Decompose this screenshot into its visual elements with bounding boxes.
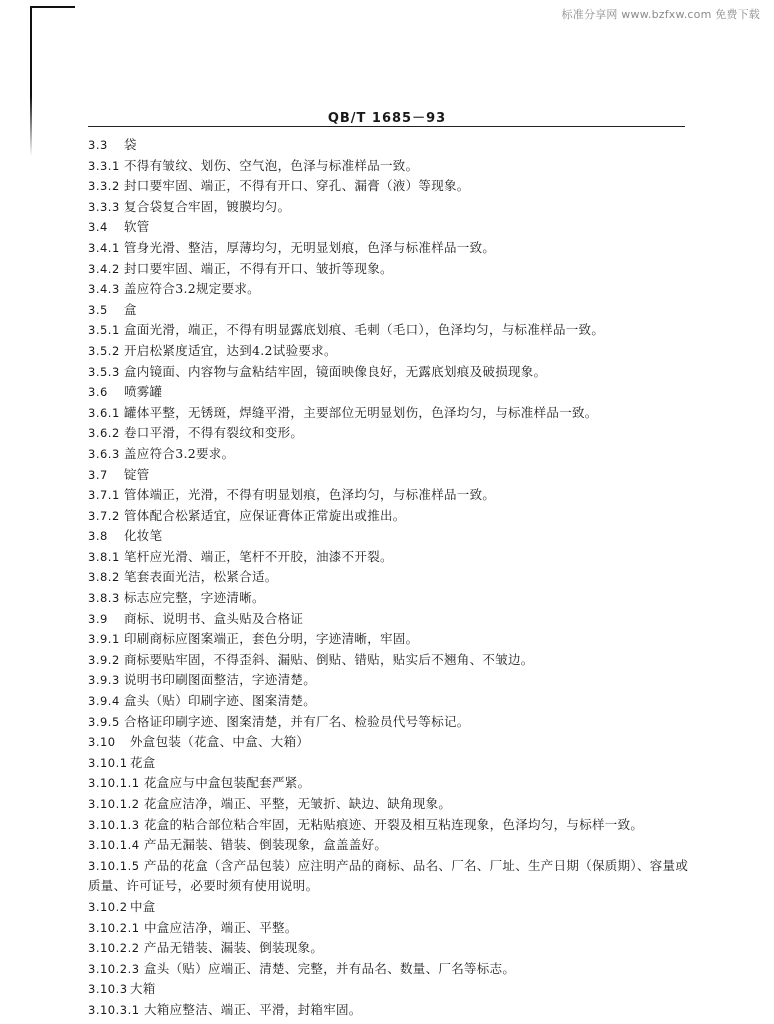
clause-text: 大箱应整洁、端正、平滑，封箱牢固。 (144, 1001, 362, 1017)
clause-number: 3.10.2 (88, 899, 128, 914)
clause-text: 罐体平整，无锈斑，焊缝平滑，主要部位无明显划伤，色泽均匀，与标准样品一致。 (124, 404, 598, 420)
clause-text: 笔杆应光滑、端正，笔杆不开胶，油漆不开裂。 (124, 548, 393, 564)
clause-number: 3.4.2 (88, 261, 120, 276)
clause-number: 3.8.3 (88, 591, 120, 606)
clause-number: 3.6 (88, 385, 108, 400)
clause-text: 盒头（贴）应端正、清楚、完整，并有品名、数量、厂名等标志。 (144, 960, 516, 976)
clause-number: 3.6.1 (88, 405, 120, 420)
clause-3-10-1-3 (88, 815, 728, 836)
clause-3-6-3 (88, 444, 728, 465)
clause-3-7-1 (88, 485, 728, 506)
clause-number: 3.5.1 (88, 323, 120, 338)
clause-number: 3.7.2 (88, 508, 120, 523)
clause-text: 盒内镜面、内容物与盒粘结牢固，镜面映像良好，无露底划痕及破损现象。 (124, 363, 547, 379)
clause-text: 产品的花盒（含产品包装）应注明产品的商标、品名、厂名、厂址、生产日期（保质期）、容量或 (144, 857, 689, 873)
clause-text: 商标、说明书、盒头贴及合格证 (124, 610, 304, 626)
clause-number: 3.10.2.1 (88, 920, 140, 935)
clause-3-5 (88, 300, 728, 321)
clause-number: 3.8.2 (88, 570, 120, 585)
clause-number: 3.3.3 (88, 199, 120, 214)
clause-number: 3.10.1.1 (88, 776, 140, 791)
clause-3-10-2-3 (88, 959, 728, 980)
clause-number: 3.4.3 (88, 282, 120, 297)
clause-text: 开启松紧度适宜，达到4.2试验要求。 (124, 342, 337, 358)
clause-3-10-2-1 (88, 918, 728, 939)
clause-3-5-2 (88, 341, 728, 362)
clause-number: 3.10.1.5 (88, 858, 140, 873)
clause-number: 3.10.1.2 (88, 797, 140, 811)
clause-3-10 (88, 732, 728, 753)
clause-number: 3.5 (88, 302, 108, 317)
clause-3-6-2 (88, 423, 728, 444)
clause-number: 3.10 (88, 735, 116, 750)
clause-3-10-1-2 (88, 794, 728, 815)
clause-number: 3.3.1 (88, 158, 120, 173)
clause-text: 产品无错装、漏装、倒装现象。 (144, 940, 324, 956)
clause-3-4-3 (88, 279, 728, 300)
clause-3-4-2 (88, 259, 728, 280)
clause-3-10-1 (88, 753, 728, 774)
clause-text: 盖应符合3.2规定要求。 (124, 281, 260, 297)
clause-3-10-3 (88, 979, 728, 1000)
clause-text: 产品无漏装、错装、倒装现象，盒盖盖好。 (144, 837, 388, 853)
clause-3-10-2-2 (88, 938, 728, 959)
header-rule (88, 126, 685, 127)
clause-number: 3.9.3 (88, 673, 120, 688)
clause-text: 中盒 (130, 898, 156, 914)
clause-3-5-1 (88, 320, 728, 341)
clause-text: 复合袋复合牢固，镀膜均匀。 (124, 198, 291, 214)
clause-text: 说明书印刷图面整洁，字迹清楚。 (124, 672, 317, 688)
clause-number: 3.7.1 (88, 488, 120, 503)
clause-3-9-2 (88, 650, 728, 671)
clause-3-4-1 (88, 238, 728, 259)
clause-3-6-1 (88, 403, 728, 424)
clause-text: 盒面光滑，端正，不得有明显露底划痕、毛刺（毛口），色泽均匀，与标准样品一致。 (124, 322, 605, 338)
clause-3-8-1 (88, 547, 728, 568)
clause-3-10-3-1 (88, 1000, 728, 1021)
clause-text: 质量、许可证号，必要时须有使用说明。 (88, 878, 319, 894)
clause-number: 3.10.3.1 (88, 1002, 140, 1017)
clause-continuation (88, 876, 728, 897)
clause-number: 3.10.1 (88, 755, 128, 770)
watermark: 标准分享网 www.bzfxw.com 免费下载 (561, 8, 760, 21)
clause-text: 盒头（贴）印刷字迹、图案清楚。 (124, 693, 317, 709)
clause-3-9-4 (88, 691, 728, 712)
clause-3-10-1-4 (88, 835, 728, 856)
clause-text: 标志应完整，字迹清晰。 (124, 590, 265, 606)
clause-3-7-2 (88, 506, 728, 527)
clause-3-8-3 (88, 588, 728, 609)
clause-number: 3.4 (88, 220, 108, 235)
clause-3-10-1-1 (88, 773, 728, 794)
clause-text: 商标要贴牢固，不得歪斜、漏贴、倒贴、错贴，贴实后不翘角、不皱边。 (124, 651, 534, 667)
clause-number: 3.9 (88, 611, 108, 626)
clause-number: 3.3 (88, 138, 108, 152)
standard-code-header: QB/T 1685－93 (327, 111, 447, 126)
clause-number: 3.9.4 (88, 694, 120, 709)
clause-3-5-3 (88, 362, 728, 383)
clause-text: 印刷商标应图案端正，套色分明，字迹清晰，牢固。 (124, 631, 419, 647)
clause-number: 3.5.3 (88, 364, 120, 379)
clause-number: 3.5.2 (88, 343, 120, 358)
clause-text: 花盒 (130, 754, 156, 770)
clause-number: 3.6.3 (88, 446, 120, 461)
clause-number: 3.10.2.3 (88, 961, 140, 976)
clause-number: 3.9.5 (88, 714, 120, 729)
scan-edge-left (30, 6, 32, 156)
clause-text: 外盒包装（花盒、中盒、大箱） (130, 734, 310, 750)
clause-text: 封口要牢固、端正，不得有开口、穿孔、漏膏（液）等现象。 (124, 178, 470, 194)
clause-text: 管身光滑、整洁，厚薄均匀，无明显划痕，色泽与标准样品一致。 (124, 239, 496, 255)
clause-text: 软管 (124, 219, 150, 235)
clause-3-10-2 (88, 897, 728, 918)
clause-number: 3.10.1.3 (88, 817, 140, 832)
clause-text: 中盒应洁净，端正、平整。 (144, 919, 298, 935)
clause-number: 3.10.2.2 (88, 941, 140, 956)
clause-text: 管体配合松紧适宜，应保证膏体正常旋出或推出。 (124, 507, 406, 523)
clause-number: 3.6.2 (88, 426, 120, 441)
clause-3-4 (88, 217, 728, 238)
clause-text: 袋 (124, 137, 137, 152)
clause-text: 锭管 (124, 466, 150, 482)
clause-number: 3.9.2 (88, 652, 120, 667)
clause-3-8-2 (88, 567, 728, 588)
clause-number: 3.7 (88, 467, 108, 482)
clause-3-8 (88, 526, 728, 547)
clause-number: 3.8 (88, 529, 108, 544)
clause-text: 封口要牢固、端正，不得有开口、皱折等现象。 (124, 260, 393, 276)
clause-3-3 (88, 135, 728, 156)
clause-text: 喷雾罐 (124, 384, 163, 400)
clause-text: 花盒的粘合部位粘合牢固，无粘贴痕迹、开裂及相互粘连现象，色泽均匀，与标样一致。 (144, 816, 644, 832)
clause-3-6 (88, 382, 728, 403)
clause-text: 盒 (124, 301, 137, 317)
clause-3-10-1-5 (88, 856, 728, 877)
clause-3-9-1 (88, 629, 728, 650)
clause-text: 化妆笔 (124, 528, 163, 544)
clause-number: 3.9.1 (88, 632, 120, 647)
clause-3-7 (88, 465, 728, 486)
clause-text: 笔套表面光洁，松紧合适。 (124, 569, 278, 585)
clause-text: 卷口平滑，不得有裂纹和变形。 (124, 425, 304, 441)
clause-number: 3.8.1 (88, 549, 120, 564)
clause-text: 不得有皱纹、划伤、空气泡，色泽与标准样品一致。 (124, 157, 419, 173)
clause-3-9-3 (88, 670, 728, 691)
clause-number: 3.10.1.4 (88, 838, 140, 853)
scan-edge-top (30, 6, 75, 8)
clause-number: 3.4.1 (88, 240, 120, 255)
document-body (88, 135, 728, 1021)
clause-text: 管体端正，光滑，不得有明显划痕，色泽均匀，与标准样品一致。 (124, 487, 496, 503)
clause-number: 3.10.3 (88, 982, 128, 997)
clause-3-9-5 (88, 712, 728, 733)
clause-number: 3.3.2 (88, 179, 120, 194)
clause-text: 合格证印刷字迹、图案清楚，并有厂名、检验员代号等标记。 (124, 713, 470, 729)
clause-text: 花盒应与中盒包装配套严紧。 (144, 775, 311, 791)
clause-text: 花盒应洁净，端正、平整，无皱折、缺边、缺角现象。 (144, 796, 452, 811)
clause-3-3-1 (88, 156, 728, 177)
clause-3-3-2 (88, 176, 728, 197)
clause-3-3-3 (88, 197, 728, 218)
clause-text: 盖应符合3.2要求。 (124, 445, 235, 461)
clause-3-9 (88, 609, 728, 630)
clause-text: 大箱 (130, 981, 156, 997)
